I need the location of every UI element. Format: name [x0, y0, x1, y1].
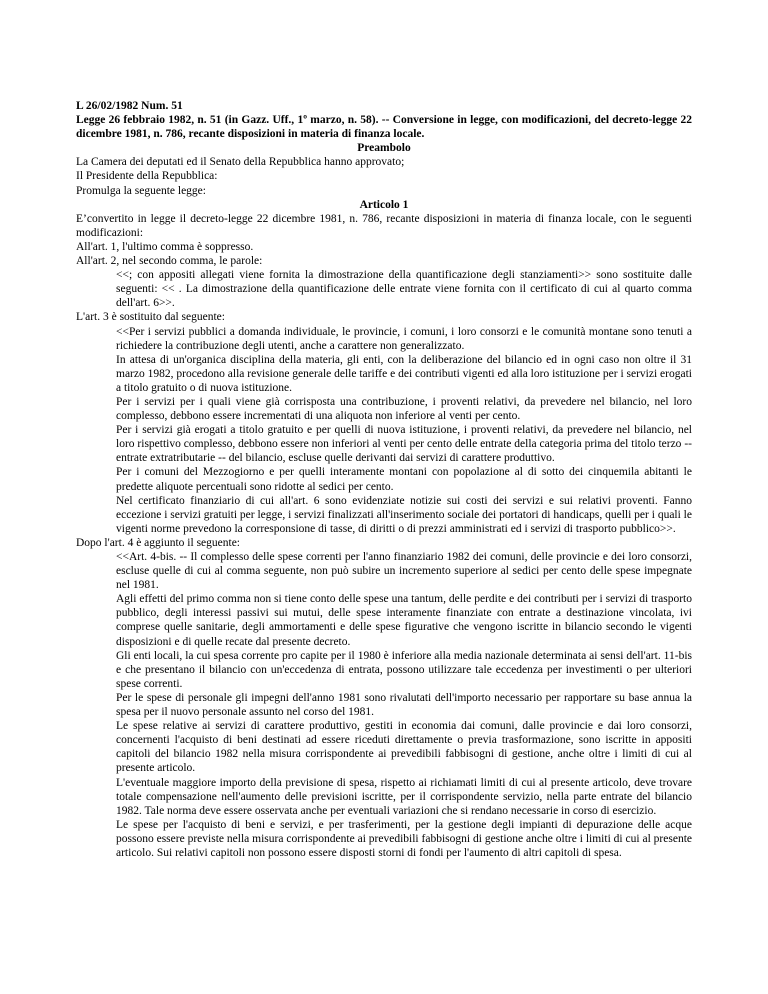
art3-paragraph: In attesa di un'organica disciplina della materia, gli enti, con la deliberazione del bilancio ed in ogni caso non oltre il 31 marzo 1982, procedono alla revisione generale delle tariffe e dei contributi vigenti ed alla loro istituzione per i servizi erogati a titolo gratuito o di nuova istituzione.	[116, 353, 692, 394]
preambolo-heading: Preambolo	[357, 142, 411, 155]
art4bis-paragraph: Le spese per l'acquisto di beni e servizi, e per trasferimenti, per la gestione degli impianti di depurazione delle acque possono essere previste nella misura corrispondente ai prevedibili fabbisogni di gestione anche oltre i limiti di cui al presente articolo. Sui relativi capitoli non possono essere disposti storni di fondi per l'aumento di altri capitoli di spesa.	[116, 818, 692, 859]
preambolo-line: Il Presidente della Repubblica:	[76, 170, 218, 183]
document-page	[76, 99, 692, 860]
art4bis-paragraph: Le spese relative ai servizi di carattere produttivo, gestiti in economia dai comuni, dalle provincie e dai loro consorzi, concernenti l'acquisto di beni destinati ad essere riceduti direttamente o previa trasformazione, sono iscritte in appositi capitoli del bilancio 1982 nella misura corrispondente ai prevedibili fabbisogni di gestione, anche oltre i limiti di cui al presente articolo.	[116, 720, 692, 775]
art3-paragraph: Nel certificato finanziario di cui all'art. 6 sono evidenziate notizie sui costi dei servizi e sui relativi proventi. Fanno eccezione i servizi gratuiti per legge, i servizi finalizzati all'inserimento sociale dei portatori di handicaps, quelli per i quali le vigenti norme prevedono la corresponsione di tasse, di diritti o di prezzi amministrati ed i servizi di trasporto pubblico>>.	[116, 494, 692, 535]
art3-paragraph: Per i servizi già erogati a titolo gratuito e per quelli di nuova istituzione, i proventi relativi, da prevedere nel bilancio, nel loro rispettivo complesso, debbono essere non inferiori al venti per cento delle entrate della categoria prima del titolo terzo -- entrate extratributarie -- del bilancio, escluse quelle derivanti dai servizi di carattere produttivo.	[116, 424, 692, 465]
art4bis-paragraph: Agli effetti del primo comma non si tiene conto delle spese una tantum, delle perdite e dei contributi per i servizi di trasporto pubblico, degli interessi passivi sui mutui, delle spese interamente finanziate con entrate a destinazione vincolata, ivi comprese quelle sanitarie, degli ammortamenti e delle spese figurative che vengono iscritte in bilancio secondo le vigenti disposizioni e di quelle recate dal presente decreto.	[116, 593, 692, 648]
art3-paragraph: <<Per i servizi pubblici a domanda individuale, le provincie, i comuni, i loro consorzi e le comunità montane sono tenuti a richiedere la contribuzione degli utenti, anche a carattere non generalizzato.	[116, 325, 692, 352]
preambolo-line: Promulga la seguente legge:	[76, 184, 206, 197]
article-intro: E’convertito in legge il decreto-legge 22 dicembre 1981, n. 786, recante disposizioni in materia di finanza locale, con le seguenti modificazioni:	[76, 212, 692, 239]
modification-art4: Dopo l'art. 4 è aggiunto il seguente:	[76, 536, 240, 549]
modification-art1: All'art. 1, l'ultimo comma è soppresso.	[76, 240, 254, 253]
art2-quote: <<; con appositi allegati viene fornita la dimostrazione della quantificazione degli stanziamenti>> sono sostituite dalle seguenti: << . La dimostrazione della quantificazione delle entrate viene fornita con il certificato di cui al quarto comma dell'art. 6>>.	[116, 269, 692, 310]
preambolo-line: La Camera dei deputati ed il Senato della Repubblica hanno approvato;	[76, 156, 405, 169]
article-heading: Articolo 1	[359, 198, 409, 211]
law-reference: L 26/02/1982 Num. 51	[76, 100, 183, 112]
modification-art3: L'art. 3 è sostituito dal seguente:	[76, 311, 225, 324]
art3-paragraph: Per i comuni del Mezzogiorno e per quelli interamente montani con popolazione al di sotto dei cinquemila abitanti le predette aliquote percentuali sono ridotte al sedici per cento.	[116, 466, 692, 493]
art4bis-paragraph: <<Art. 4-bis. -- Il complesso delle spese correnti per l'anno finanziario 1982 dei comuni, delle provincie e dei loro consorzi, escluse quelle di cui al comma seguente, non può subire un incremento superiore al sedici per cento delle spese impegnate nel 1981.	[116, 551, 692, 592]
art3-paragraph: Per i servizi per i quali viene già corrisposta una contribuzione, i proventi relativi, da prevedere nel bilancio, nel loro complesso, debbono essere incrementati di una aliquota non inferiore al venti per cento.	[116, 395, 692, 423]
law-title: Legge 26 febbraio 1982, n. 51 (in Gazz. Uff., 1º marzo, n. 58). -- Conversione in legge, con modificazioni, del decreto-legge 22 dicembre 1981, n. 786, recante disposizioni in materia di finanza locale.	[76, 114, 692, 141]
art4bis-paragraph: Per le spese di personale gli impegni dell'anno 1981 sono rivalutati dell'importo necessario per rapportare su base annua la spesa per il nuovo personale assunto nel corso del 1981.	[116, 691, 692, 719]
modification-art2: All'art. 2, nel secondo comma, le parole:	[76, 255, 263, 268]
art4bis-paragraph: L'eventuale maggiore importo della previsione di spesa, rispetto ai richiamati limiti di cui al presente articolo, deve trovare totale compensazione nell'aumento delle previsioni iscritte, per il corrispondente servizio, nella parte entrate del bilancio 1982. Tale norma deve essere osservata anche per eventuali variazioni che si rendano necessarie in corso di esercizio.	[116, 776, 692, 817]
art4bis-paragraph: Gli enti locali, la cui spesa corrente pro capite per il 1980 è inferiore alla media nazionale determinata ai sensi dell'art. 11-bis e che presentano il bilancio con un'eccedenza di entrata, possono utilizzare tale eccedenza per investimenti o per ulteriori spese correnti.	[116, 649, 692, 690]
